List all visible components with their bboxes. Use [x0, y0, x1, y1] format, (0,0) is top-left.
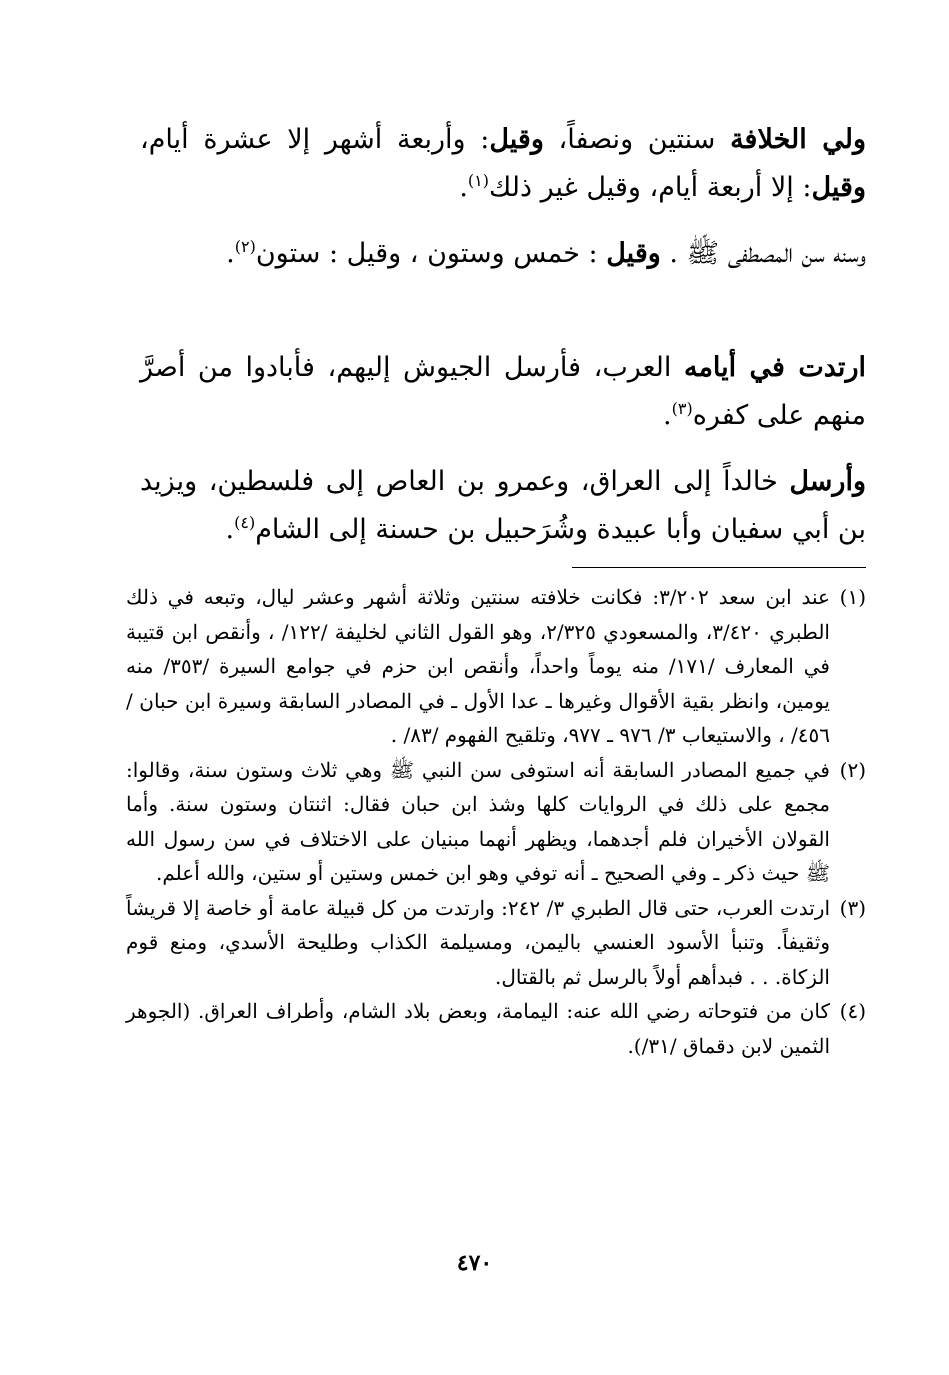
footnote-item	[126, 994, 866, 1063]
footnote-item	[126, 891, 866, 995]
paragraph-armies	[140, 458, 866, 554]
footnote-number: (٢)	[839, 757, 866, 782]
footnote-reference[interactable]: (٣)	[671, 399, 693, 418]
paragraph-text: العرب، فأرسل الجيوش إليهم، فأبادوا من أصرَّ منهم على كفره	[140, 352, 866, 431]
footnote-number: (١)	[839, 585, 866, 609]
paragraph-caliphate-duration	[140, 116, 866, 212]
footnote-text: ارتدت العرب، حتى قال الطبري ٣/ ٢٤٢: وارتدت من كل قبيلة عامة أو خاصة إلا قريشاً وثقيفاً. وتنبأ الأسود العنسي باليمن، ومسيلمة الكذاب وطليحة الأسدي، ومنع قوم الزكاة. . . فبدأهم أولاً بالرسل ثم بالقتال.	[126, 895, 831, 989]
paragraph-text: : وأربعة أشهر إلا عشرة أيام،	[140, 124, 490, 155]
page-number: ٤٧٠	[456, 1250, 493, 1276]
paragraph-text: : خمس وستون ، وقيل : ستون	[255, 238, 607, 269]
paragraph-text: : إلا أربعة أيام، وقيل غير ذلك	[489, 172, 812, 203]
footnote-text: في جميع المصادر السابقة أنه استوفى سن النبي ﷺ وهي ثلاث وستون سنة، وقالوا: مجمع على ذلك في الروايات كلها وشذ ابن حبان فقال: اثنتان وستون سنة. وأما القولان الأخيران فلم أجدهما، ويظهر أنهما مبنيان على الاختلاف في سن رسول الله ﷺ حيث ذكر ـ وفي الصحيح ـ أنه توفي وهو ابن خمس وستين أو ستين، والله أعلم.	[126, 757, 830, 885]
footnote-reference[interactable]: (٤)	[234, 513, 256, 532]
footnote-item	[126, 753, 866, 891]
bold-phrase: ولي الخلافة	[730, 124, 866, 155]
footnote-reference[interactable]: (١)	[467, 171, 490, 190]
paragraph-end: .	[225, 514, 235, 545]
bold-phrase: وقيل	[606, 238, 661, 269]
footnote-item	[126, 580, 866, 753]
footnote-reference[interactable]: (٢)	[234, 237, 256, 256]
footnote-number: (٣)	[839, 895, 866, 920]
footnote-text: كان من فتوحاته رضي الله عنه: اليمامة، وبعض بلاد الشام، وأطراف العراق. (الجوهر الثمين لابن دقماق /٣١/).	[126, 999, 830, 1058]
bold-phrase: وقيل	[811, 172, 866, 203]
paragraph-end: .	[459, 172, 468, 203]
paragraph-text: وسنه سن المصطفى ﷺ .	[660, 238, 866, 269]
bold-phrase: وأرسل	[789, 466, 866, 497]
bold-phrase: ارتدت في أيامه	[683, 352, 866, 383]
paragraph-age	[140, 230, 866, 278]
paragraph-end: .	[663, 400, 672, 431]
paragraph-end: .	[226, 238, 235, 269]
footnotes-section	[126, 580, 866, 1063]
footnote-number: (٤)	[839, 999, 866, 1023]
paragraph-text: خالداً إلى العراق، وعمرو بن العاص إلى فلسطين، ويزيد بن أبي سفيان وأبا عبيدة وشُرَحبيل بن حسنة إلى الشام	[140, 466, 866, 545]
paragraph-apostasy	[140, 344, 866, 440]
footnote-text: عند ابن سعد ٣/٢٠٢: فكانت خلافته سنتين وثلاثة أشهر وعشر ليال، وتبعه في ذلك الطبري ٣/٤٢٠، والمسعودي ٢/٣٢٥، وهو القول الثاني لخليفة /١٢٢/ ، وأنقص ابن قتيبة في المعارف /١٧١/ منه يوماً واحداً، وأنقص ابن حزم في جوامع السيرة /٣٥٣/ منه يومين، وانظر بقية الأقوال وغيرها ـ عدا الأول ـ في المصادر السابقة وسيرة ابن حبان /٤٥٦/ ، والاستيعاب ٣/ ٩٧٦ ـ ٩٧٧، وتلقيح الفهوم /٨٣/ .	[126, 585, 830, 747]
bold-phrase: وقيل	[489, 124, 544, 155]
footnote-separator	[572, 567, 866, 568]
paragraph-text: سنتين ونصفاً،	[543, 124, 731, 155]
